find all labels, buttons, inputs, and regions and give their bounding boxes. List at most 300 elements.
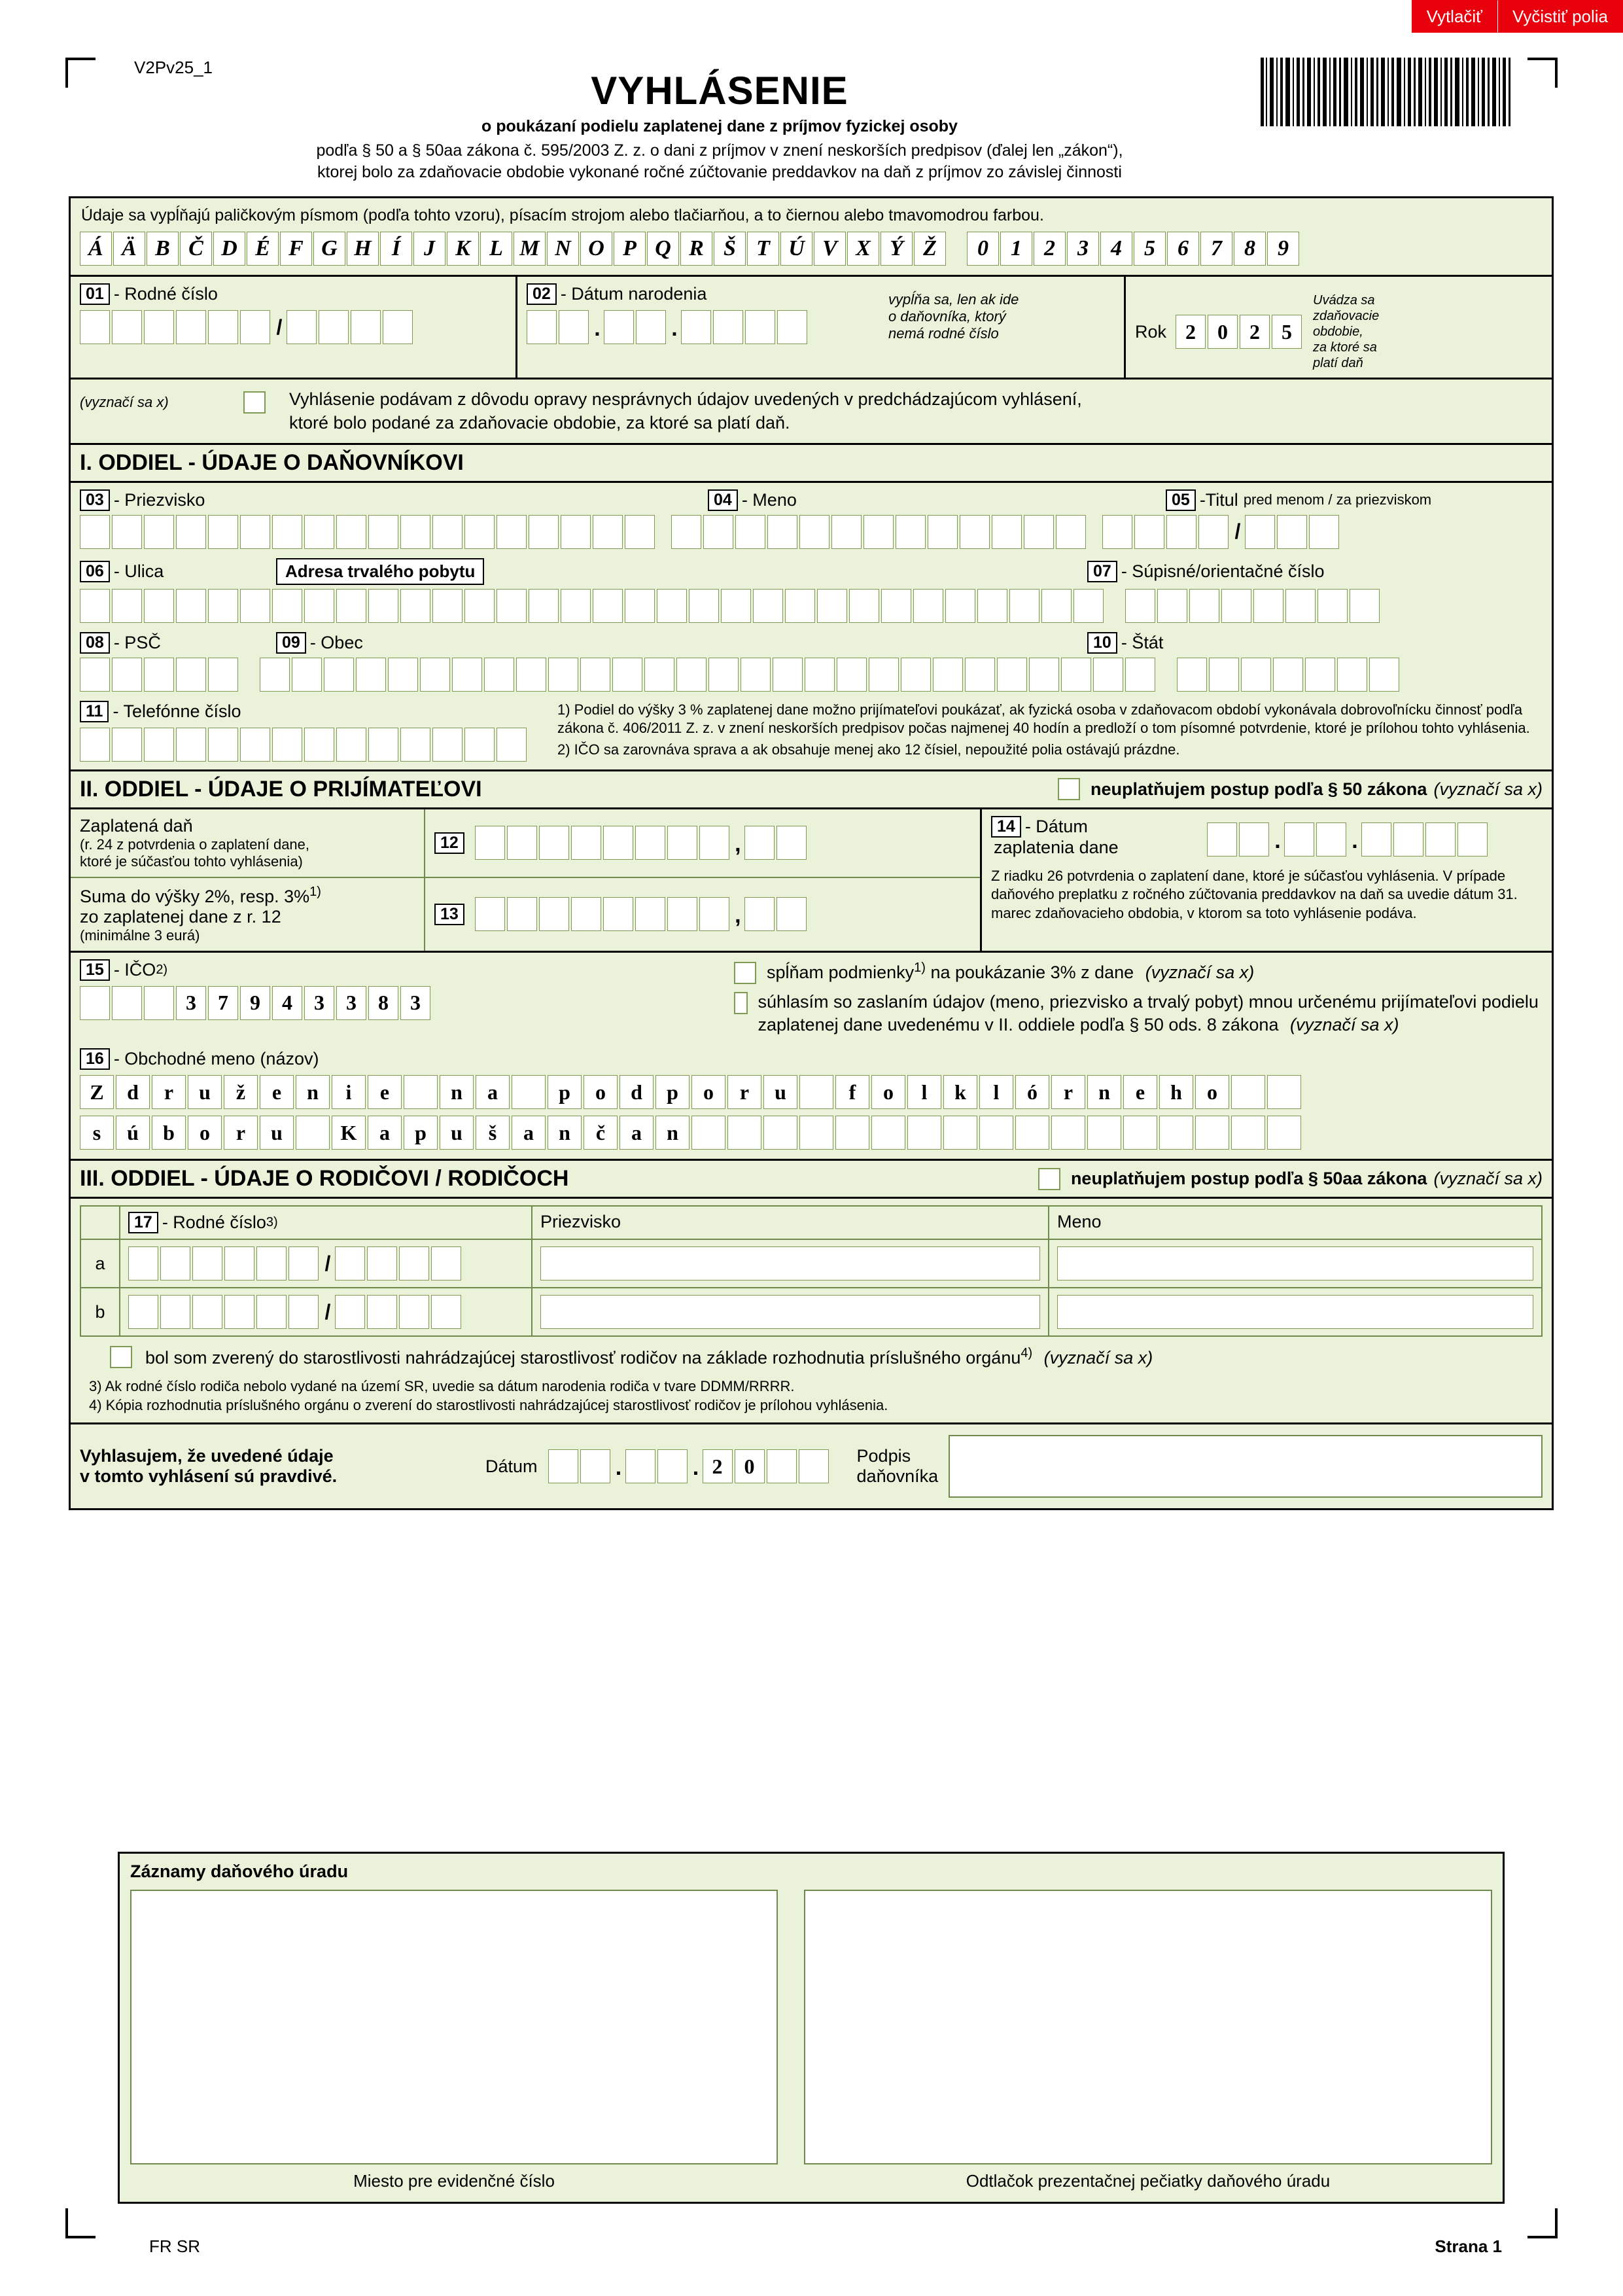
char-box[interactable] [160,1246,190,1280]
char-box[interactable] [288,1295,319,1329]
char-box[interactable] [1087,1116,1121,1150]
char-box[interactable] [80,658,110,692]
char-box[interactable] [80,986,110,1020]
char-box[interactable] [928,515,958,549]
char-box[interactable]: h [1159,1075,1193,1109]
char-box[interactable]: 0 [735,1449,765,1483]
char-box[interactable] [635,826,665,860]
char-box[interactable] [907,1116,941,1150]
char-box[interactable] [288,1246,319,1280]
char-box[interactable] [753,589,783,623]
parent-a-rodne-cislo-input[interactable] [128,1246,523,1280]
char-box[interactable] [741,658,771,692]
suma-input[interactable] [475,897,809,931]
char-box[interactable] [1361,822,1391,857]
char-box[interactable] [144,658,174,692]
char-box[interactable] [367,1246,397,1280]
char-box[interactable] [799,515,829,549]
char-box[interactable] [507,826,537,860]
char-box[interactable] [80,589,110,623]
meno-input[interactable] [671,515,1088,549]
char-box[interactable] [604,310,634,344]
char-box[interactable] [128,1295,158,1329]
char-box[interactable] [1231,1075,1265,1109]
char-box[interactable] [432,728,462,762]
char-box[interactable] [896,515,926,549]
char-box[interactable]: d [116,1075,150,1109]
char-box[interactable] [1195,1116,1229,1150]
year-input[interactable] [1176,315,1304,349]
char-box[interactable] [539,897,569,931]
char-box[interactable]: o [871,1075,905,1109]
char-box[interactable] [144,515,174,549]
char-box[interactable] [1305,658,1335,692]
datum-zaplatenia-input[interactable] [1207,822,1490,857]
char-box[interactable] [657,589,687,623]
char-box[interactable]: l [907,1075,941,1109]
char-box[interactable] [1198,515,1229,549]
char-box[interactable] [881,589,911,623]
char-box[interactable]: o [188,1116,222,1150]
char-box[interactable] [1157,589,1187,623]
char-box[interactable] [144,589,174,623]
char-box[interactable]: a [476,1075,510,1109]
signature-field[interactable] [949,1435,1543,1498]
char-box[interactable] [799,1116,833,1150]
char-box[interactable] [240,589,270,623]
char-box[interactable] [773,658,803,692]
ico-input[interactable] [80,986,716,1020]
char-box[interactable] [699,826,729,860]
char-box[interactable]: Z [80,1075,114,1109]
parent-a-meno-input[interactable] [1057,1246,1533,1280]
char-box[interactable] [404,1075,438,1109]
char-box[interactable]: n [1087,1075,1121,1109]
char-box[interactable] [192,1246,222,1280]
char-box[interactable] [144,986,174,1020]
char-box[interactable] [744,826,775,860]
char-box[interactable]: a [620,1116,654,1150]
char-box[interactable]: n [296,1075,330,1109]
char-box[interactable] [837,658,867,692]
char-box[interactable]: ú [116,1116,150,1150]
char-box[interactable] [431,1246,461,1280]
char-box[interactable] [112,986,142,1020]
char-box[interactable]: e [1123,1075,1157,1109]
char-box[interactable] [516,658,546,692]
char-box[interactable] [1457,822,1488,857]
char-box[interactable] [767,515,797,549]
char-box[interactable] [805,658,835,692]
char-box[interactable] [497,728,527,762]
char-box[interactable] [304,589,334,623]
char-box[interactable]: 9 [240,986,270,1020]
char-box[interactable] [1125,658,1155,692]
char-box[interactable] [1350,589,1380,623]
char-box[interactable] [1316,822,1346,857]
char-box[interactable] [256,1246,287,1280]
char-box[interactable] [744,897,775,931]
consent-checkbox[interactable] [734,992,748,1014]
char-box[interactable] [667,826,697,860]
char-box[interactable] [240,310,270,344]
char-box[interactable] [260,658,290,692]
char-box[interactable] [727,1116,761,1150]
char-box[interactable] [1267,1075,1301,1109]
char-box[interactable] [1221,589,1251,623]
char-box[interactable] [635,897,665,931]
char-box[interactable]: e [368,1075,402,1109]
char-box[interactable] [667,897,697,931]
char-box[interactable]: u [260,1116,294,1150]
char-box[interactable]: r [1051,1075,1085,1109]
char-box[interactable] [1245,515,1275,549]
char-box[interactable] [431,1295,461,1329]
char-box[interactable] [144,310,174,344]
char-box[interactable] [603,826,633,860]
char-box[interactable]: a [368,1116,402,1150]
char-box[interactable] [272,589,302,623]
char-box[interactable] [208,589,238,623]
char-box[interactable] [580,658,610,692]
char-box[interactable] [735,515,765,549]
char-box[interactable] [464,515,495,549]
char-box[interactable]: 3 [400,986,430,1020]
char-box[interactable] [1041,589,1072,623]
char-box[interactable] [1393,822,1423,857]
char-box[interactable] [296,1116,330,1150]
char-box[interactable] [691,1116,725,1150]
char-box[interactable] [571,826,601,860]
char-box[interactable] [559,310,589,344]
char-box[interactable] [368,728,398,762]
char-box[interactable] [336,589,366,623]
char-box[interactable] [497,589,527,623]
declaration-date-input[interactable] [548,1449,831,1483]
char-box[interactable] [420,658,450,692]
char-box[interactable] [1285,589,1316,623]
char-box[interactable] [176,515,206,549]
char-box[interactable] [176,589,206,623]
char-box[interactable] [529,515,559,549]
char-box[interactable] [699,897,729,931]
char-box[interactable] [432,589,462,623]
char-box[interactable]: f [835,1075,869,1109]
char-box[interactable]: n [655,1116,689,1150]
char-box[interactable] [1267,1116,1301,1150]
char-box[interactable] [721,589,751,623]
char-box[interactable]: r [152,1075,186,1109]
char-box[interactable]: a [512,1116,546,1150]
char-box[interactable] [1189,589,1219,623]
telefon-input[interactable] [80,728,538,762]
obec-input[interactable] [260,658,1157,692]
char-box[interactable] [548,658,578,692]
char-box[interactable] [849,589,879,623]
char-box[interactable] [763,1116,797,1150]
char-box[interactable]: 8 [368,986,398,1020]
char-box[interactable] [464,728,495,762]
char-box[interactable]: l [979,1075,1013,1109]
char-box[interactable]: o [691,1075,725,1109]
char-box[interactable] [708,658,739,692]
char-box[interactable] [1102,515,1132,549]
char-box[interactable] [671,515,701,549]
char-box[interactable]: u [188,1075,222,1109]
char-box[interactable] [356,658,386,692]
char-box[interactable] [512,1075,546,1109]
char-box[interactable] [1309,515,1339,549]
char-box[interactable] [160,1295,190,1329]
parent-b-meno-input[interactable] [1057,1295,1533,1329]
char-box[interactable] [539,826,569,860]
char-box[interactable] [80,310,110,344]
char-box[interactable] [304,515,334,549]
char-box[interactable] [625,1449,655,1483]
char-box[interactable] [368,515,398,549]
char-box[interactable]: r [727,1075,761,1109]
char-box[interactable] [777,310,807,344]
char-box[interactable]: p [404,1116,438,1150]
char-box[interactable] [799,1449,829,1483]
char-box[interactable] [933,658,963,692]
char-box[interactable] [383,310,413,344]
parent-b-priezvisko-input[interactable] [540,1295,1040,1329]
char-box[interactable] [992,515,1022,549]
char-box[interactable]: K [332,1116,366,1150]
clear-fields-button[interactable]: Vyčistiť polia [1497,0,1623,33]
char-box[interactable] [335,1295,365,1329]
char-box[interactable]: k [943,1075,977,1109]
char-box[interactable] [240,728,270,762]
char-box[interactable] [112,728,142,762]
char-box[interactable] [176,310,206,344]
char-box[interactable] [351,310,381,344]
char-box[interactable] [561,589,591,623]
char-box[interactable]: 2 [1176,315,1206,349]
obchodne-meno-row-2[interactable] [80,1116,1543,1150]
char-box[interactable]: 7 [208,986,238,1020]
char-box[interactable] [224,1295,254,1329]
char-box[interactable] [960,515,990,549]
char-box[interactable] [979,1116,1013,1150]
char-box[interactable] [1209,658,1239,692]
char-box[interactable] [689,589,719,623]
char-box[interactable] [1029,658,1059,692]
section-2-optout-checkbox[interactable] [1058,778,1080,800]
char-box[interactable] [324,658,354,692]
char-box[interactable] [304,728,334,762]
char-box[interactable] [527,310,557,344]
char-box[interactable] [272,515,302,549]
char-box[interactable] [400,589,430,623]
psc-input[interactable] [80,658,240,692]
char-box[interactable] [240,515,270,549]
char-box[interactable] [128,1246,158,1280]
char-box[interactable] [799,1075,833,1109]
char-box[interactable] [745,310,775,344]
zaplatena-dan-input[interactable] [475,826,809,860]
char-box[interactable] [1177,658,1207,692]
char-box[interactable] [80,515,110,549]
char-box[interactable] [1241,658,1271,692]
char-box[interactable] [869,658,899,692]
char-box[interactable] [580,1449,610,1483]
char-box[interactable] [432,515,462,549]
char-box[interactable] [644,658,674,692]
stat-input[interactable] [1177,658,1401,692]
char-box[interactable] [1207,822,1237,857]
char-box[interactable] [208,515,238,549]
priezvisko-input[interactable] [80,515,657,549]
char-box[interactable] [497,515,527,549]
char-box[interactable]: b [152,1116,186,1150]
char-box[interactable] [997,658,1027,692]
char-box[interactable] [287,310,317,344]
rodne-cislo-input[interactable] [80,310,506,344]
char-box[interactable] [176,658,206,692]
char-box[interactable] [208,658,238,692]
char-box[interactable]: p [548,1075,582,1109]
char-box[interactable] [112,589,142,623]
char-box[interactable] [1231,1116,1265,1150]
parent-a-priezvisko-input[interactable] [540,1246,1040,1280]
char-box[interactable] [1318,589,1348,623]
char-box[interactable] [1159,1116,1193,1150]
char-box[interactable] [475,897,505,931]
custody-checkbox[interactable] [110,1346,132,1368]
char-box[interactable]: 2 [703,1449,733,1483]
char-box[interactable] [529,589,559,623]
obchodne-meno-row-1[interactable] [80,1075,1543,1109]
char-box[interactable] [144,728,174,762]
char-box[interactable] [112,310,142,344]
condition-3pct-checkbox[interactable] [734,962,756,984]
char-box[interactable] [593,515,623,549]
char-box[interactable] [1024,515,1054,549]
char-box[interactable]: n [548,1116,582,1150]
char-box[interactable] [388,658,418,692]
char-box[interactable] [571,897,601,931]
char-box[interactable]: 3 [304,986,334,1020]
char-box[interactable] [561,515,591,549]
char-box[interactable] [484,658,514,692]
char-box[interactable] [208,310,238,344]
char-box[interactable] [368,589,398,623]
char-box[interactable] [965,658,995,692]
char-box[interactable]: n [440,1075,474,1109]
char-box[interactable] [208,728,238,762]
char-box[interactable] [548,1449,578,1483]
char-box[interactable]: 3 [336,986,366,1020]
char-box[interactable] [676,658,707,692]
char-box[interactable] [1273,658,1303,692]
char-box[interactable] [319,310,349,344]
char-box[interactable] [713,310,743,344]
char-box[interactable] [292,658,322,692]
office-stamp-box[interactable] [804,1890,1492,2164]
char-box[interactable]: s [80,1116,114,1150]
char-box[interactable] [593,589,623,623]
char-box[interactable] [636,310,666,344]
char-box[interactable]: 2 [1240,315,1270,349]
char-box[interactable] [603,897,633,931]
print-button[interactable]: Vytlačiť [1412,0,1497,33]
char-box[interactable] [1166,515,1196,549]
char-box[interactable]: e [260,1075,294,1109]
char-box[interactable] [681,310,711,344]
char-box[interactable]: i [332,1075,366,1109]
char-box[interactable] [1284,822,1314,857]
char-box[interactable] [224,1246,254,1280]
char-box[interactable] [767,1449,797,1483]
char-box[interactable] [1009,589,1039,623]
section-3-optout-checkbox[interactable] [1038,1168,1060,1190]
char-box[interactable] [400,728,430,762]
char-box[interactable] [1239,822,1269,857]
char-box[interactable] [625,515,655,549]
char-box[interactable] [1015,1116,1049,1150]
char-box[interactable] [835,1116,869,1150]
char-box[interactable] [901,658,931,692]
char-box[interactable] [1337,658,1367,692]
char-box[interactable] [612,658,642,692]
char-box[interactable]: o [584,1075,618,1109]
char-box[interactable] [945,589,975,623]
char-box[interactable] [475,826,505,860]
char-box[interactable]: 0 [1208,315,1238,349]
parent-b-rodne-cislo-input[interactable] [128,1295,523,1329]
correction-checkbox[interactable] [243,391,266,414]
ulica-input[interactable] [80,589,1106,623]
char-box[interactable] [777,897,807,931]
char-box[interactable] [452,658,482,692]
datum-narodenia-input[interactable] [527,310,873,344]
char-box[interactable] [943,1116,977,1150]
char-box[interactable] [399,1295,429,1329]
char-box[interactable] [464,589,495,623]
char-box[interactable] [80,728,110,762]
char-box[interactable] [1425,822,1456,857]
char-box[interactable] [817,589,847,623]
char-box[interactable] [1123,1116,1157,1150]
char-box[interactable] [785,589,815,623]
char-box[interactable] [977,589,1007,623]
char-box[interactable] [1073,589,1104,623]
char-box[interactable] [192,1295,222,1329]
char-box[interactable]: o [1195,1075,1229,1109]
char-box[interactable] [1125,589,1155,623]
char-box[interactable] [625,589,655,623]
char-box[interactable] [335,1246,365,1280]
char-box[interactable] [703,515,733,549]
char-box[interactable]: 5 [1272,315,1302,349]
char-box[interactable] [657,1449,688,1483]
char-box[interactable] [831,515,862,549]
char-box[interactable] [336,515,366,549]
char-box[interactable] [777,826,807,860]
char-box[interactable] [367,1295,397,1329]
titul-input[interactable] [1102,515,1341,549]
char-box[interactable]: ó [1015,1075,1049,1109]
char-box[interactable]: č [584,1116,618,1150]
char-box[interactable]: ž [224,1075,258,1109]
char-box[interactable] [1061,658,1091,692]
char-box[interactable] [256,1295,287,1329]
char-box[interactable]: d [620,1075,654,1109]
char-box[interactable] [913,589,943,623]
char-box[interactable]: u [763,1075,797,1109]
